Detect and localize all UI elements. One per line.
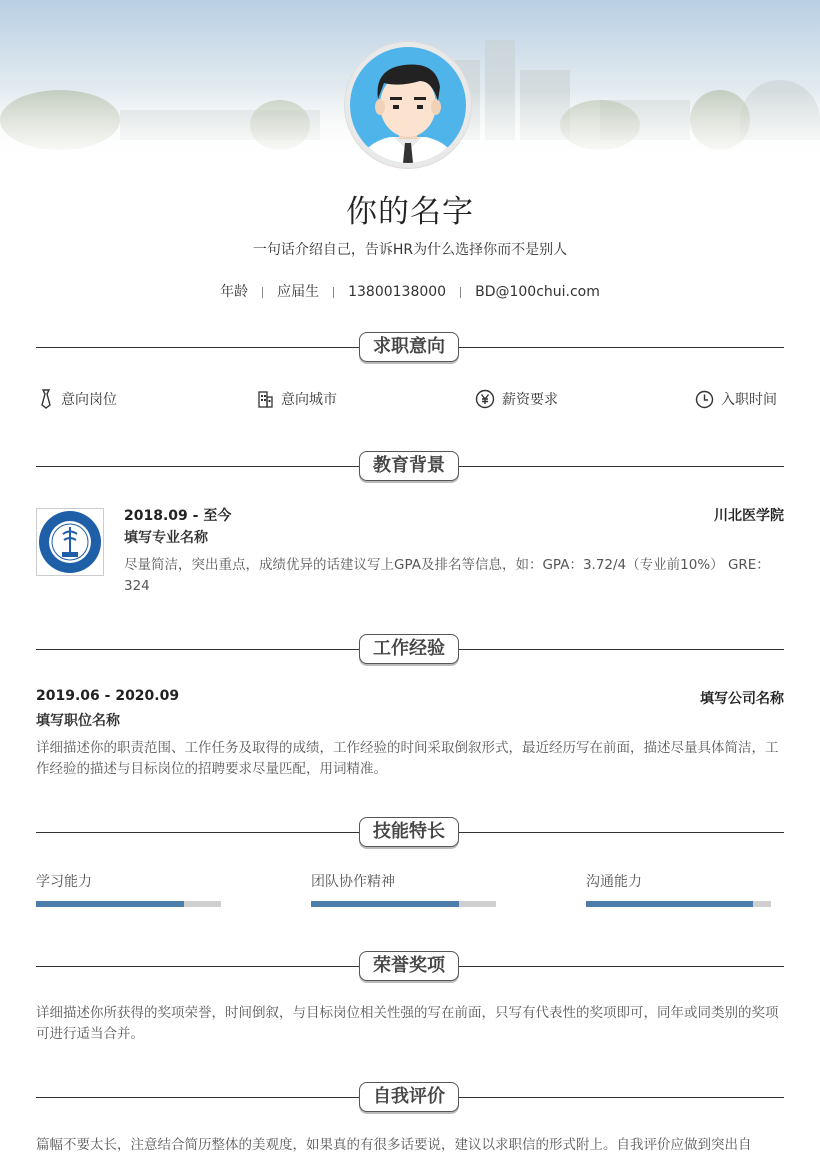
section-header-education — [36, 451, 784, 483]
contact-age: 年龄 — [220, 284, 249, 300]
intent-position-label: 意向岗位 — [61, 392, 117, 408]
avatar — [345, 42, 471, 168]
contact-email: BD@100chui.com — [475, 284, 600, 300]
contact-status: 应届生 — [277, 284, 320, 300]
skill-label: 团队协作精神 — [311, 874, 395, 890]
intent-salary-label: 薪资要求 — [502, 392, 558, 408]
section-title-skills: 技能特长 — [359, 817, 459, 847]
yen-icon — [475, 389, 495, 409]
section-title-work: 工作经验 — [359, 634, 459, 664]
intent-city-label: 意向城市 — [281, 392, 337, 408]
contact-bar — [0, 281, 820, 301]
section-header-honors — [36, 951, 784, 983]
self-intro: 一句话介绍自己，告诉HR为什么选择你而不是别人 — [252, 242, 568, 258]
section-header-work — [36, 634, 784, 666]
skill-label: 学习能力 — [36, 874, 92, 890]
skill-bar — [311, 901, 496, 907]
self-desc: 篇幅不要太长，注意结合简历整体的美观度，如果真的有很多话要说，建议以求职信的形式附上。自我评价应做到突出自 — [36, 1137, 752, 1153]
education-desc: 尽量简洁，突出重点，成绩优异的话建议写上GPA及排名等信息，如：GPA：3.72/4（专业前10%） GRE：324 — [124, 557, 770, 594]
skill-bar — [36, 901, 221, 907]
work-desc: 详细描述你的职责范围、工作任务及取得的成绩，工作经验的时间采取倒叙形式，最近经历写在前面，描述尽量具体简洁，工作经验的描述与目标岗位的招聘要求尽量匹配，用词精准。 — [36, 740, 779, 777]
education-school: 川北医学院 — [714, 508, 784, 524]
clock-icon — [695, 390, 714, 409]
school-logo — [36, 508, 104, 576]
section-title-honors: 荣誉奖项 — [359, 951, 459, 981]
tie-icon — [38, 389, 54, 409]
work-position: 填写职位名称 — [36, 713, 120, 729]
skill-bar-fill — [586, 901, 753, 907]
intent-city — [257, 388, 337, 410]
candidate-name: 你的名字 — [346, 194, 474, 230]
section-title-self: 自我评价 — [359, 1082, 459, 1112]
section-header-intent — [36, 332, 784, 364]
skill-bar-fill — [36, 901, 184, 907]
work-company: 填写公司名称 — [700, 691, 784, 707]
intent-start-label: 入职时间 — [721, 392, 777, 408]
education-date: 2018.09 - 至今 — [124, 508, 232, 524]
education-major: 填写专业名称 — [124, 530, 208, 546]
intent-start — [695, 388, 777, 410]
section-title-intent: 求职意向 — [359, 332, 459, 362]
work-date: 2019.06 - 2020.09 — [36, 688, 180, 704]
intent-position — [38, 388, 117, 410]
skill-bar — [586, 901, 771, 907]
skill-bar-fill — [311, 901, 459, 907]
section-header-skills — [36, 817, 784, 849]
skill-label: 沟通能力 — [586, 874, 642, 890]
honors-desc: 详细描述你所获得的奖项荣誉，时间倒叙，与目标岗位相关性强的写在前面，只写有代表性的奖项即可，同年或同类别的奖项可进行适当合并。 — [36, 1005, 779, 1042]
section-title-education: 教育背景 — [359, 451, 459, 481]
section-header-self — [36, 1082, 784, 1114]
contact-phone: 13800138000 — [348, 284, 447, 300]
intent-salary — [475, 388, 558, 410]
building-icon — [257, 390, 274, 408]
